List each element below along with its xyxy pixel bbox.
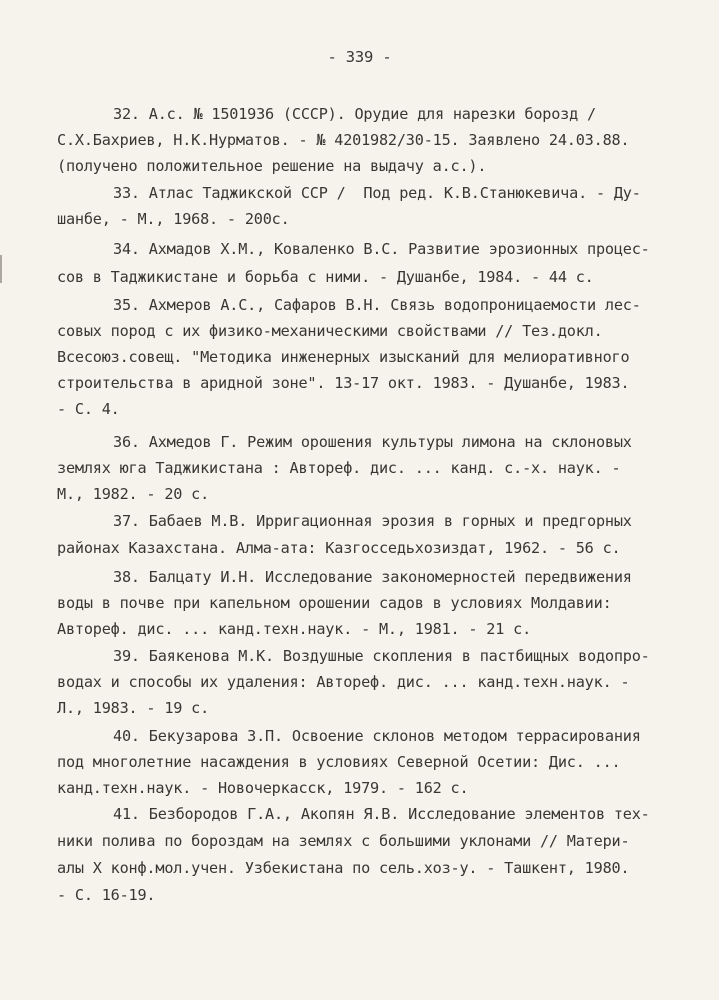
reference-line: водах и способы их удаления: Автореф. дис. ... канд.техн.наук. - (57, 673, 630, 691)
reference-line: М., 1982. - 20 с. (57, 485, 210, 503)
reference-line: сов в Таджикистане и борьба с ними. - Душанбе, 1984. - 44 с. (57, 268, 594, 286)
reference-line: (получено положительное решение на выдачу а.с.). (57, 157, 487, 175)
reference-line: 32. А.с. № 1501936 (СССР). Орудие для нарезки борозд / (113, 105, 596, 123)
reference-line: воды в почве при капельном орошении садов в условиях Молдавии: (57, 594, 612, 612)
reference-line: землях юга Таджикистана : Автореф. дис. ... канд. с.-х. наук. - (57, 459, 621, 477)
reference-line: 41. Безбородов Г.А., Акопян Я.В. Исследование элементов тех- (113, 805, 650, 823)
reference-line: 35. Ахмеров А.С., Сафаров В.Н. Связь водопроницаемости лес- (113, 296, 641, 314)
reference-line: - С. 4. (57, 400, 120, 418)
reference-line: ники полива по бороздам на землях с большими уклонами // Матери- (57, 832, 630, 850)
reference-line: 40. Бекузарова З.П. Освоение склонов методом террасирования (113, 727, 641, 745)
reference-line: Л., 1983. - 19 с. (57, 699, 210, 717)
page-number: - 339 - (327, 48, 392, 66)
reference-line: 34. Ахмадов Х.М., Коваленко В.С. Развитие эрозионных процес- (113, 240, 650, 258)
reference-line: 39. Баякенова М.К. Воздушные скопления в пастбищных водопро- (113, 647, 650, 665)
reference-line: совых пород с их физико-механическими свойствами // Тез.докл. (57, 322, 603, 340)
reference-line: 37. Бабаев М.В. Ирригационная эрозия в горных и предгорных (113, 512, 632, 530)
reference-line: С.Х.Бахриев, Н.К.Нурматов. - № 4201982/30-15. Заявлено 24.03.88. (57, 131, 630, 149)
reference-line: шанбе, - М., 1968. - 200с. (57, 210, 290, 228)
reference-line: 33. Атлас Таджикской ССР / Под ред. К.В.Станюкевича. - Ду- (113, 184, 641, 202)
margin-mark (0, 255, 2, 283)
reference-line: 36. Ахмедов Г. Режим орошения культуры лимона на склоновых (113, 433, 632, 451)
reference-line: Автореф. дис. ... канд.техн.наук. - М., 1981. - 21 с. (57, 620, 532, 638)
reference-line: канд.техн.наук. - Новочеркасск, 1979. - 162 с. (57, 779, 469, 797)
reference-line: строительства в аридной зоне". 13-17 окт. 1983. - Душанбе, 1983. (57, 374, 630, 392)
reference-line: под многолетние насаждения в условиях Северной Осетии: Дис. ... (57, 753, 621, 771)
reference-line: районах Казахстана. Алма-ата: Казгосседьхозиздат, 1962. - 56 с. (57, 539, 621, 557)
reference-line: Всесоюз.совещ. "Методика инженерных изысканий для мелиоративного (57, 348, 630, 366)
reference-line: алы Х конф.мол.учен. Узбекистана по сель.хоз-у. - Ташкент, 1980. (57, 859, 630, 877)
reference-line: 38. Балцату И.Н. Исследование закономерностей передвижения (113, 568, 632, 586)
reference-line: - С. 16-19. (57, 886, 156, 904)
